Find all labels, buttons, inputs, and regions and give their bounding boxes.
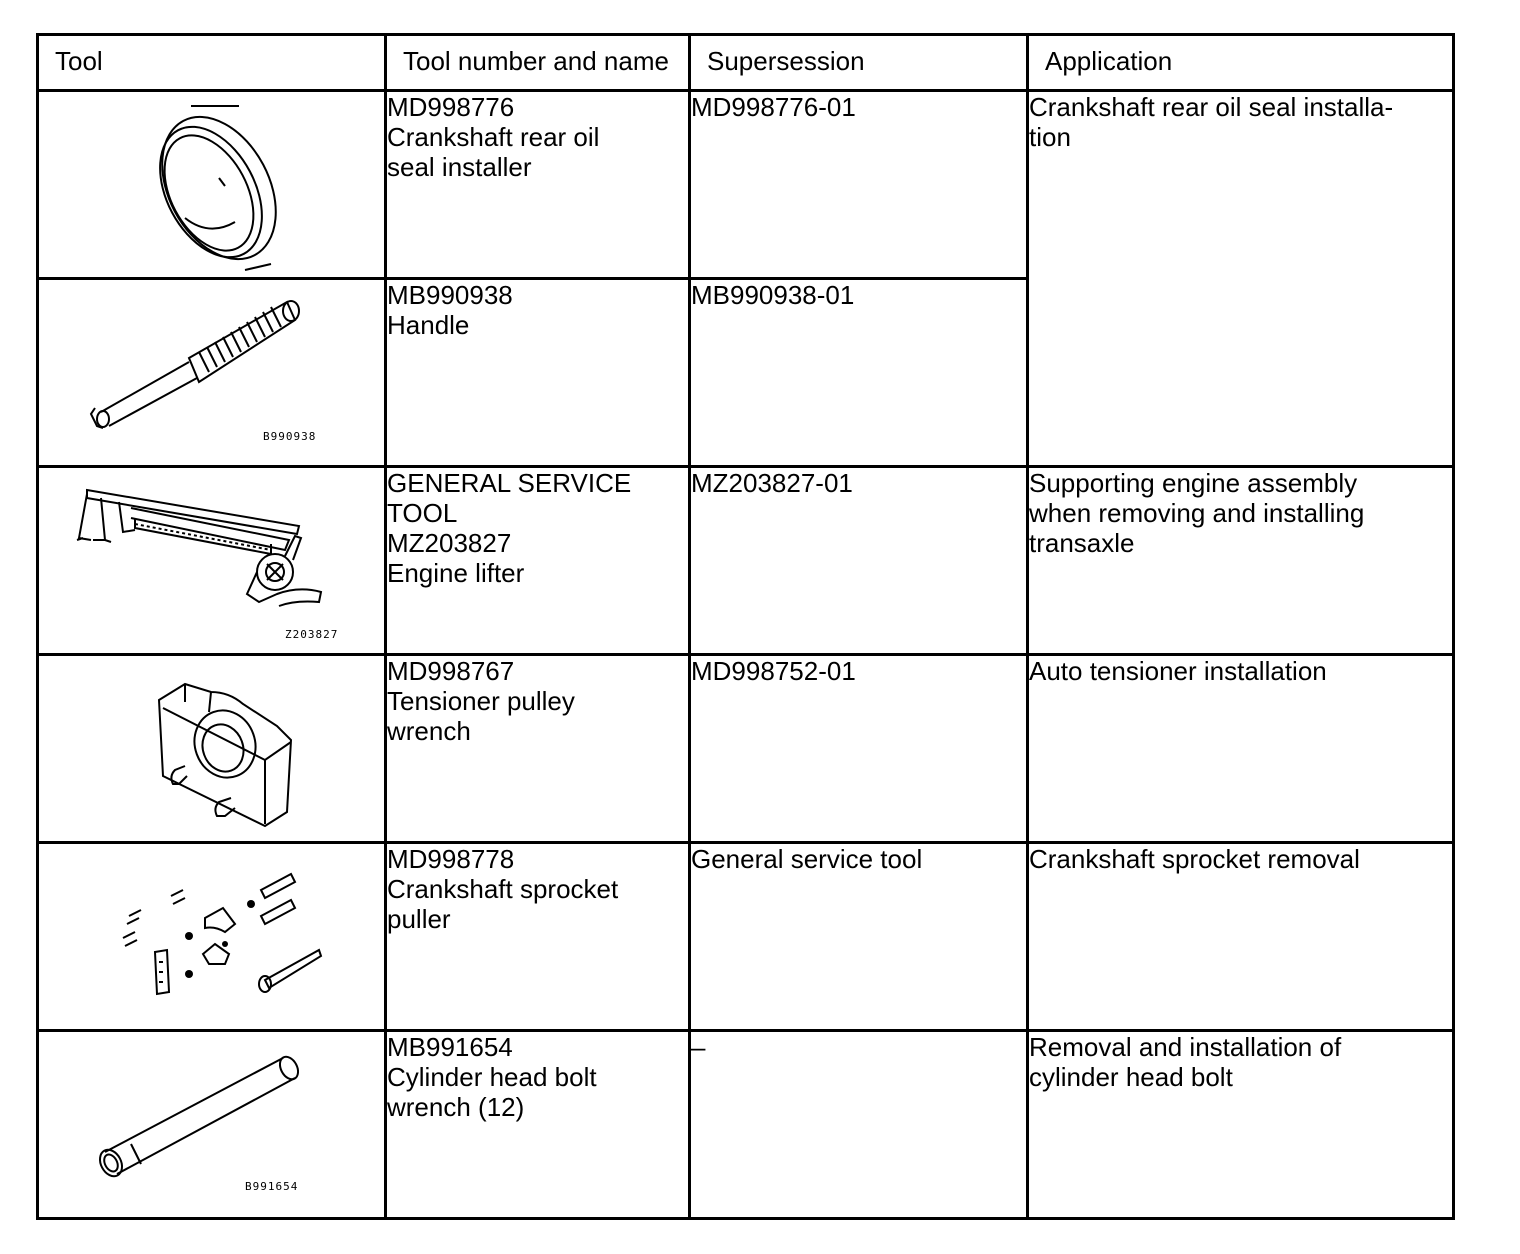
application-value: Crankshaft sprocket removal bbox=[1029, 844, 1360, 874]
tool-name: Handle bbox=[387, 310, 470, 340]
tool-illustration-cell bbox=[38, 1031, 386, 1219]
tool-number: MB990938 bbox=[387, 280, 513, 310]
tool-number: MD998776 bbox=[387, 92, 515, 122]
supersession-cell bbox=[690, 655, 1028, 843]
illustration-code: Z203827 bbox=[285, 628, 339, 641]
tool-name: Tensioner pulley wrench bbox=[387, 686, 575, 746]
illustration-code: B990938 bbox=[263, 430, 317, 443]
table-row bbox=[38, 1031, 1454, 1219]
tool-number-name-cell bbox=[386, 843, 690, 1031]
application-value: Auto tensioner installation bbox=[1029, 656, 1327, 686]
application-cell bbox=[1028, 467, 1454, 655]
header-tool: Tool bbox=[38, 35, 386, 91]
oil-seal-installer-illustration bbox=[39, 92, 384, 274]
handle-illustration bbox=[39, 280, 384, 462]
table-row bbox=[38, 843, 1454, 1031]
tool-number-name-cell bbox=[386, 1031, 690, 1219]
tool-number: MD998767 bbox=[387, 656, 515, 686]
header-supersession: Supersession bbox=[690, 35, 1028, 91]
engine-lifter-illustration bbox=[39, 468, 384, 650]
tool-illustration-cell bbox=[38, 843, 386, 1031]
supersession-cell bbox=[690, 843, 1028, 1031]
application-value: Crankshaft rear oil seal installa- tion bbox=[1029, 92, 1394, 152]
supersession-value: MD998752-01 bbox=[691, 656, 856, 686]
tool-number: MB991654 bbox=[387, 1032, 513, 1062]
supersession-cell bbox=[690, 91, 1028, 279]
tool-name: Crankshaft rear oil seal installer bbox=[387, 122, 600, 182]
supersession-value: General service tool bbox=[691, 844, 923, 874]
header-application: Application bbox=[1028, 35, 1454, 91]
tool-number: MD998778 bbox=[387, 844, 515, 874]
tool-number-name-cell bbox=[386, 91, 690, 279]
tool-number-name-cell bbox=[386, 279, 690, 467]
table-row bbox=[38, 467, 1454, 655]
supersession-cell bbox=[690, 279, 1028, 467]
table-row bbox=[38, 655, 1454, 843]
tensioner-wrench-illustration bbox=[39, 656, 384, 838]
tool-illustration-cell bbox=[38, 91, 386, 279]
tool-name: Crankshaft sprocket puller bbox=[387, 874, 619, 934]
header-row bbox=[38, 35, 1454, 91]
supersession-value: MB990938-01 bbox=[691, 280, 855, 310]
application-value: Removal and installation of cylinder head bolt bbox=[1029, 1032, 1342, 1092]
tool-name: Engine lifter bbox=[387, 558, 525, 588]
application-cell bbox=[1028, 91, 1454, 467]
tool-number-name-cell bbox=[386, 655, 690, 843]
tool-illustration-cell bbox=[38, 655, 386, 843]
application-cell bbox=[1028, 655, 1454, 843]
application-value: Supporting engine assembly when removing and installing transaxle bbox=[1029, 468, 1365, 558]
head-bolt-wrench-illustration bbox=[39, 1032, 384, 1214]
special-tools-table bbox=[36, 33, 1455, 1220]
supersession-value: MZ203827-01 bbox=[691, 468, 853, 498]
header-tool-number-name: Tool number and name bbox=[386, 35, 690, 91]
tool-illustration-cell bbox=[38, 467, 386, 655]
supersession-cell bbox=[690, 467, 1028, 655]
supersession-value: MD998776-01 bbox=[691, 92, 856, 122]
table-row bbox=[38, 91, 1454, 279]
tool-illustration-cell bbox=[38, 279, 386, 467]
application-cell bbox=[1028, 843, 1454, 1031]
sprocket-puller-illustration bbox=[39, 844, 384, 1026]
supersession-value: – bbox=[691, 1032, 706, 1062]
application-cell bbox=[1028, 1031, 1454, 1219]
tool-number: GENERAL SERVICE TOOL MZ203827 bbox=[387, 468, 632, 558]
tool-number-name-cell bbox=[386, 467, 690, 655]
supersession-cell bbox=[690, 1031, 1028, 1219]
tool-name: Cylinder head bolt wrench (12) bbox=[387, 1062, 597, 1122]
illustration-code: B991654 bbox=[245, 1180, 299, 1193]
